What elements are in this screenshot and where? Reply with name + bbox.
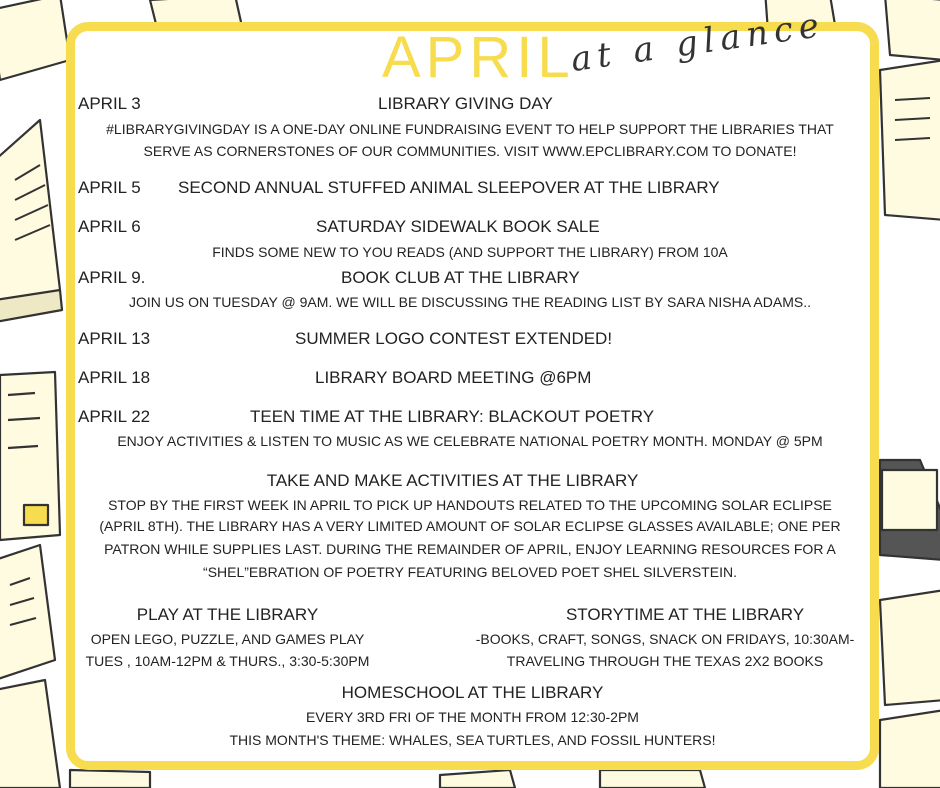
- event-date: APRIL 18: [78, 368, 151, 387]
- event-description: ENJOY ACTIVITIES & LISTEN TO MUSIC AS WE CELEBRATE NATIONAL POETRY MONTH. MONDAY @ 5PM: [117, 433, 823, 449]
- event-date: APRIL 5: [78, 178, 141, 197]
- take-make-title: TAKE AND MAKE ACTIVITIES AT THE LIBRARY: [266, 471, 639, 490]
- event-date: APRIL 6: [78, 217, 141, 236]
- event-description: JOIN US ON TUESDAY @ 9AM. WE WILL BE DISCUSSING THE READING LIST BY SARA NISHA ADAMS..: [129, 294, 811, 310]
- event-date: APRIL 13: [78, 329, 151, 348]
- event-title: SATURDAY SIDEWALK BOOK SALE: [316, 217, 600, 236]
- storytime-text: TRAVELING THROUGH THE TEXAS 2X2 BOOKS: [506, 653, 824, 669]
- homeschool-title: HOMESCHOOL AT THE LIBRARY: [341, 683, 604, 702]
- event-title: SUMMER LOGO CONTEST EXTENDED!: [295, 329, 613, 348]
- event-description: SERVE AS CORNERSTONES OF OUR COMMUNITIES. VISIT WWW.EPCLIBRARY.COM TO DONATE!: [143, 143, 797, 159]
- take-make-text: STOP BY THE FIRST WEEK IN APRIL TO PICK UP HANDOUTS RELATED TO THE UPCOMING SOLAR ECLIPSE: [108, 497, 832, 513]
- take-make-text: (APRIL 8TH). THE LIBRARY HAS A VERY LIMITED AMOUNT OF SOLAR ECLIPSE GLASSES AVAILABLE; ONE PER: [99, 518, 841, 534]
- event-title: TEEN TIME AT THE LIBRARY: BLACKOUT POETRY: [250, 407, 655, 426]
- storytime-title: STORYTIME AT THE LIBRARY: [565, 605, 805, 624]
- storytime-text: -BOOKS, CRAFT, SONGS, SNACK ON FRIDAYS, 10:30AM-: [475, 631, 855, 647]
- take-make-text: PATRON WHILE SUPPLIES LAST. DURING THE REMAINDER OF APRIL, ENJOY LEARNING RESOURCES FOR A: [104, 541, 836, 557]
- event-title: SECOND ANNUAL STUFFED ANIMAL SLEEPOVER AT THE LIBRARY: [178, 178, 720, 197]
- homeschool-text: THIS MONTH'S THEME: WHALES, SEA TURTLES, AND FOSSIL HUNTERS!: [229, 732, 716, 748]
- event-date: APRIL 9.: [78, 268, 146, 287]
- play-title: PLAY AT THE LIBRARY: [136, 605, 319, 624]
- event-description: FINDS SOME NEW TO YOU READS (AND SUPPORT THE LIBRARY) FROM 10A: [212, 244, 728, 260]
- play-text: OPEN LEGO, PUZZLE, AND GAMES PLAY: [90, 631, 365, 647]
- event-title: LIBRARY GIVING DAY: [378, 94, 553, 113]
- page-title: APRIL: [382, 25, 575, 90]
- event-date: APRIL 22: [78, 407, 151, 426]
- homeschool-text: EVERY 3RD FRI OF THE MONTH FROM 12:30-2PM: [306, 709, 639, 725]
- page-subtitle-script: at a glance: [568, 4, 828, 81]
- take-make-text: “SHEL”EBRATION OF POETRY FEATURING BELOVED POET SHEL SILVERSTEIN.: [203, 564, 737, 580]
- event-description: #LIBRARYGIVINGDAY IS A ONE-DAY ONLINE FUNDRAISING EVENT TO HELP SUPPORT THE LIBRARIES THAT: [106, 121, 834, 137]
- event-title: LIBRARY BOARD MEETING @6PM: [315, 368, 592, 387]
- event-title: BOOK CLUB AT THE LIBRARY: [341, 268, 580, 287]
- event-date: APRIL 3: [78, 94, 141, 113]
- play-text: TUES , 10AM-12PM & THURS., 3:30-5:30PM: [85, 653, 370, 669]
